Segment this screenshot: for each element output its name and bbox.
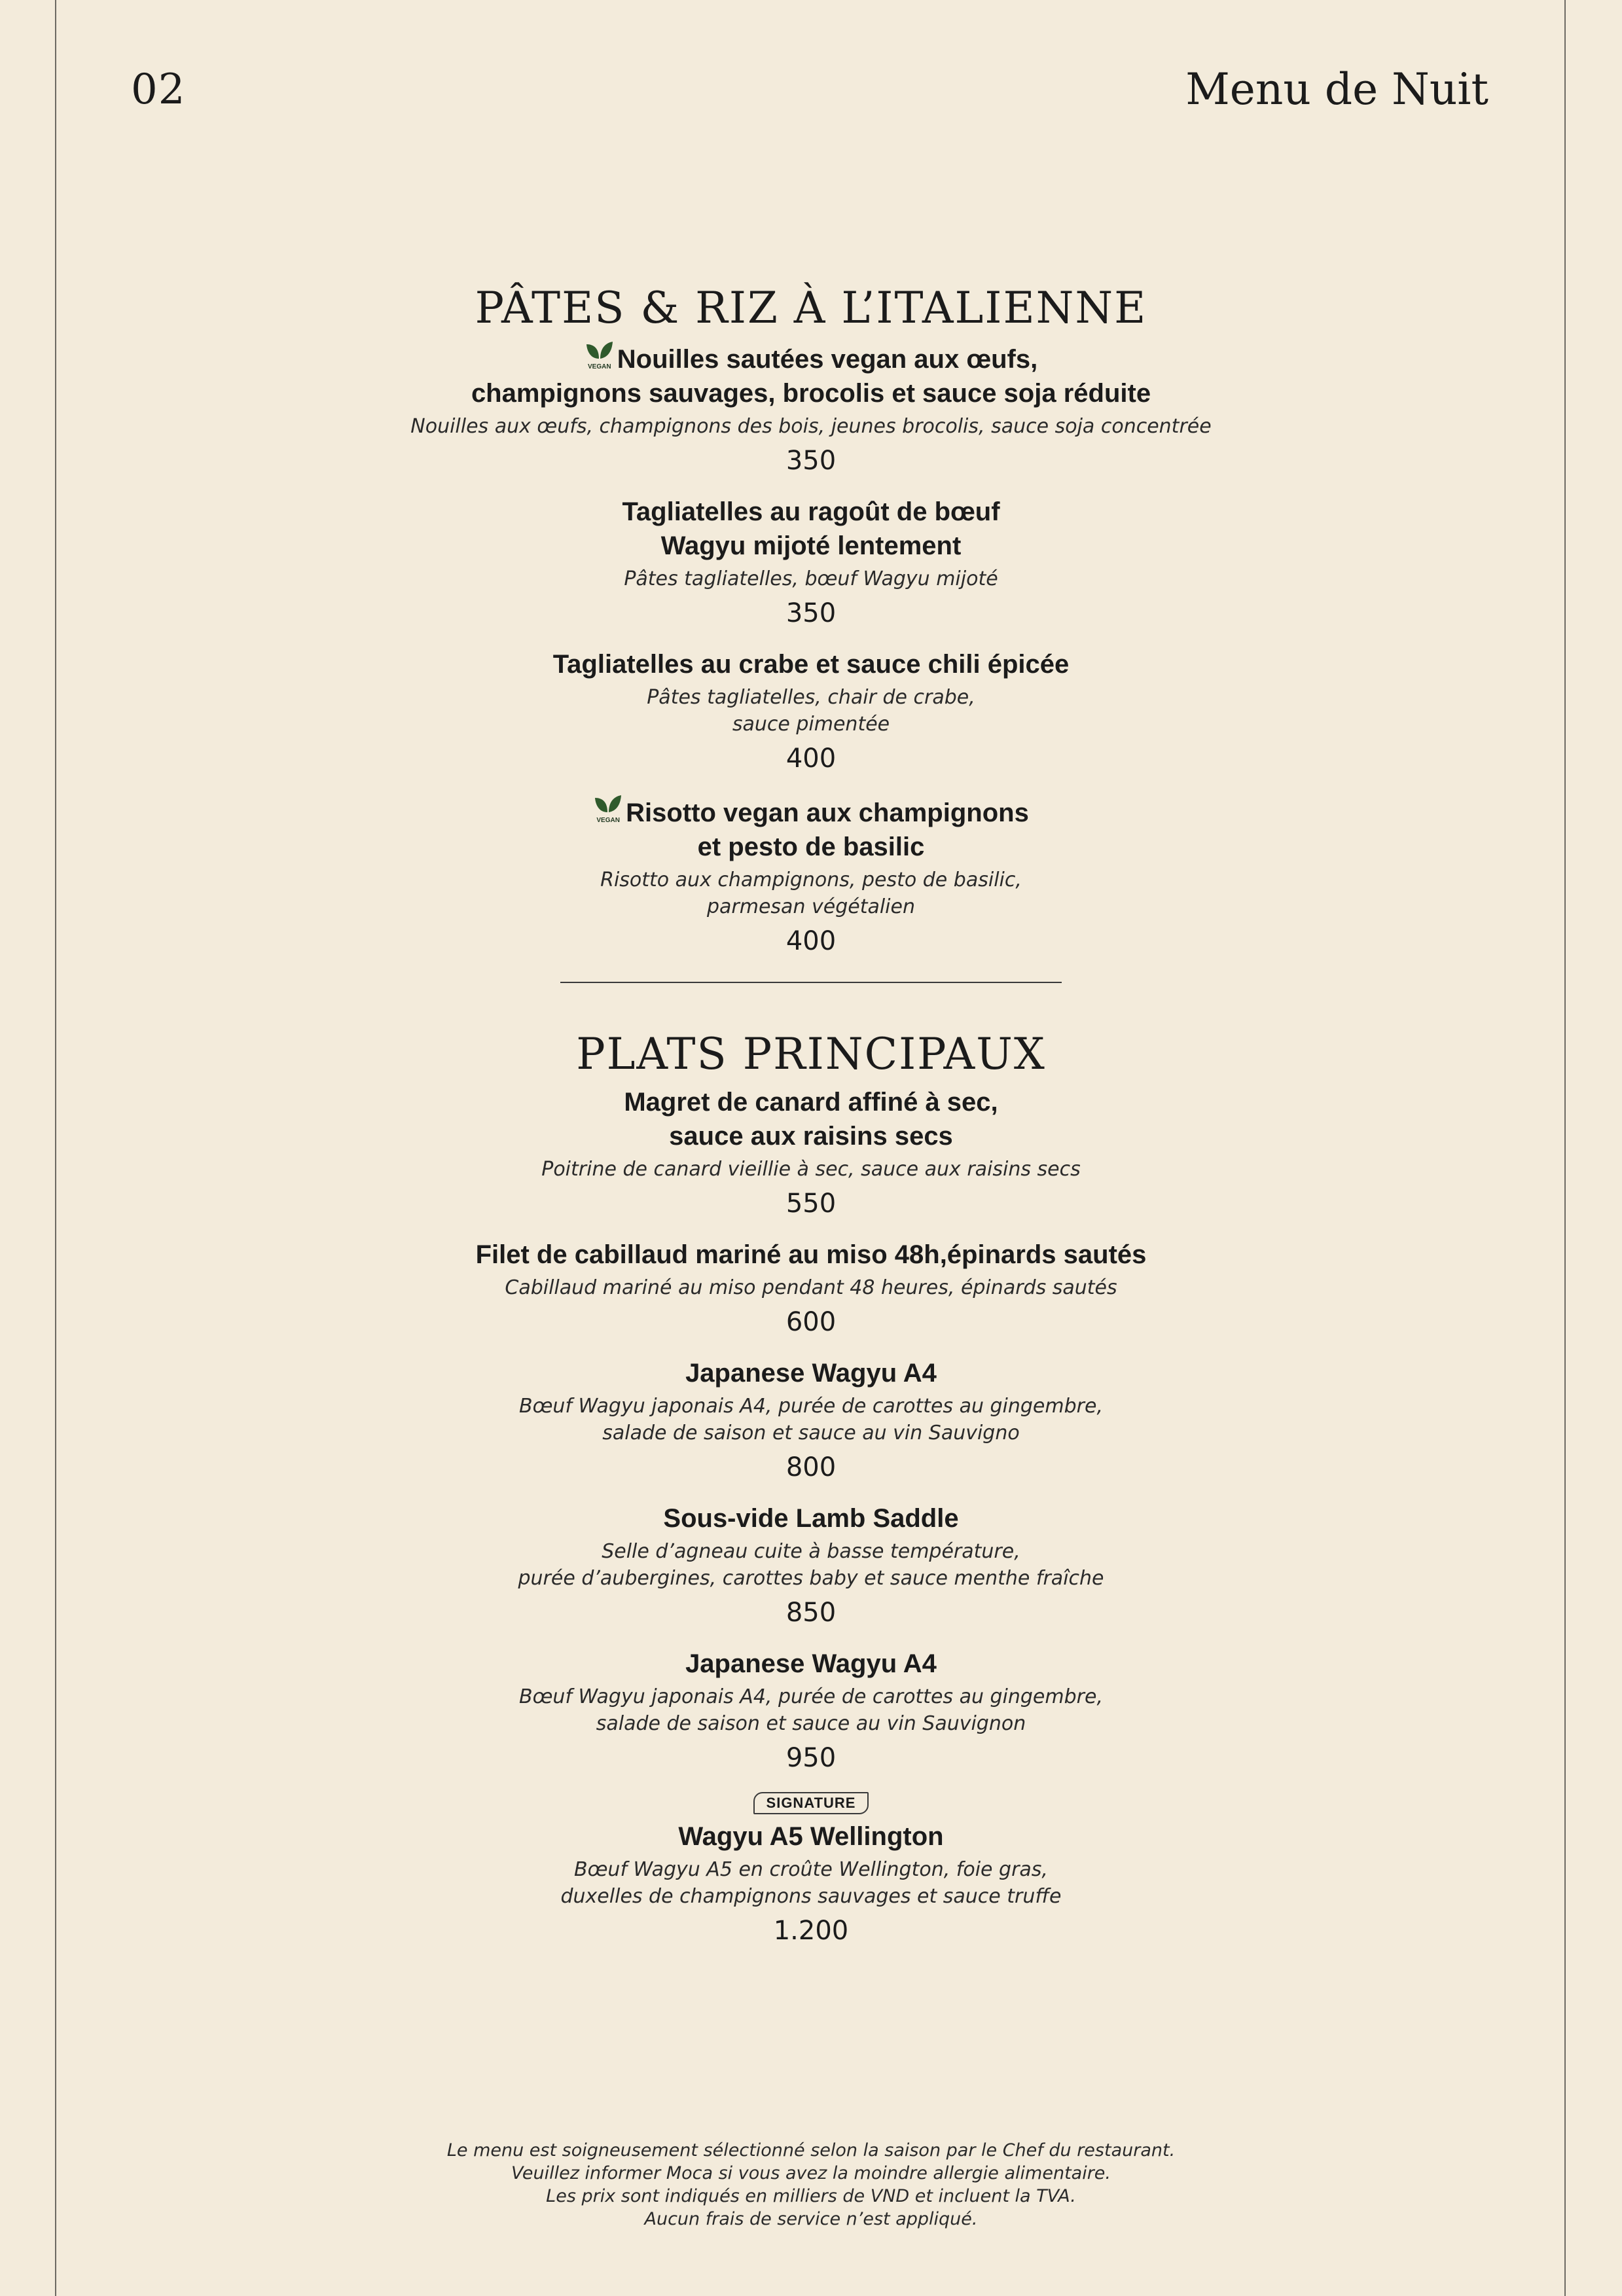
footer-line: Les prix sont indiqués en milliers de VND et incluent la TVA. [546, 2186, 1076, 2206]
dish-price: 350 [785, 598, 837, 628]
footer-line: Le menu est soigneusement sélectionné selon la saison par le Chef du restaurant. [446, 2140, 1176, 2161]
signature-badge: SIGNATURE [753, 1792, 869, 1814]
vegan-label: VEGAN [596, 817, 620, 824]
section-pasta-rice [0, 281, 1622, 983]
dish-description: Bœuf Wagyu japonais A4, purée de carottes au gingembre, salade de saison et sauce au vin Sauvigno [519, 1395, 1103, 1444]
dish-price: 850 [785, 1598, 837, 1628]
dish-name: Filet de cabillaud mariné au miso 48h,épinards sautés [475, 1240, 1147, 1269]
dish-description: Poitrine de canard vieillie à sec, sauce aux raisins secs [541, 1158, 1081, 1181]
section-title: PLATS PRINCIPAUX [576, 1029, 1046, 1079]
menu-item [0, 339, 1622, 478]
dish-price: 400 [785, 744, 837, 774]
dish-name-text: Risotto vegan aux champignons et pesto de basilic [626, 798, 1029, 861]
menu-item [0, 1647, 1622, 1775]
menu-item [0, 1238, 1622, 1339]
dish-price: 400 [785, 926, 837, 956]
vegan-leaf-icon [593, 793, 623, 823]
dish-name-text: Nouilles sautées vegan aux œufs, champignons sauvages, brocolis et sauce soja réduite [471, 345, 1151, 408]
footer-line: Veuillez informer Moca si vous avez la moindre allergie alimentaire. [511, 2163, 1111, 2183]
dish-description: Bœuf Wagyu A5 en croûte Wellington, foie gras, duxelles de champignons sauvages et sauce truffe [560, 1858, 1062, 1908]
dish-name [0, 339, 1622, 410]
footer-notes [0, 2139, 1622, 2231]
dish-name: Japanese Wagyu A4 [685, 1649, 937, 1678]
dish-name: Japanese Wagyu A4 [685, 1359, 937, 1388]
dish-description: Pâtes tagliatelles, chair de crabe, sauce pimentée [647, 686, 975, 736]
dish-description: Risotto aux champignons, pesto de basilic, parmesan végétalien [600, 869, 1022, 918]
menu-item [0, 495, 1622, 630]
dish-description: Bœuf Wagyu japonais A4, purée de carottes au gingembre, salade de saison et sauce au vin Sauvignon [519, 1685, 1103, 1735]
dish-price: 550 [785, 1189, 837, 1219]
vegan-leaf-icon [585, 339, 615, 369]
dish-name: Magret de canard affiné à sec, sauce aux raisins secs [624, 1088, 998, 1151]
menu-item [0, 793, 1622, 958]
dish-description: Cabillaud mariné au miso pendant 48 heures, épinards sautés [505, 1276, 1117, 1299]
menu-item-signature [0, 1792, 1622, 1948]
section-main-dishes [0, 1028, 1622, 1948]
menu-item [0, 1356, 1622, 1484]
dish-description: Pâtes tagliatelles, bœuf Wagyu mijoté [624, 567, 998, 590]
dish-name: Wagyu A5 Wellington [678, 1822, 944, 1851]
footer-line: Aucun frais de service n’est appliqué. [644, 2209, 978, 2229]
dish-description: Selle d’agneau cuite à basse température, purée d’aubergines, carottes baby et sauce menthe fraîche [518, 1540, 1104, 1590]
dish-price: 950 [785, 1743, 837, 1773]
dish-price: 600 [785, 1307, 837, 1337]
menu-item [0, 1085, 1622, 1221]
page-number: 02 [131, 65, 186, 114]
menu-title: Menu de Nuit [1185, 64, 1488, 115]
dish-name: Sous-vide Lamb Saddle [663, 1504, 959, 1533]
section-divider [560, 982, 1062, 983]
dish-description: Nouilles aux œufs, champignons des bois, jeunes brocolis, sauce soja concentrée [410, 415, 1212, 438]
dish-price: 1.200 [773, 1916, 849, 1946]
dish-name: Tagliatelles au crabe et sauce chili épicée [552, 650, 1070, 679]
dish-name [0, 793, 1622, 864]
dish-price: 800 [785, 1452, 837, 1482]
dish-name: Tagliatelles au ragoût de bœuf Wagyu mijoté lentement [622, 497, 1000, 560]
dish-price: 350 [785, 446, 837, 476]
vegan-label: VEGAN [588, 363, 611, 370]
menu-item [0, 647, 1622, 776]
menu-item [0, 1501, 1622, 1630]
section-title: PÂTES & RIZ À L’ITALIENNE [475, 283, 1147, 333]
